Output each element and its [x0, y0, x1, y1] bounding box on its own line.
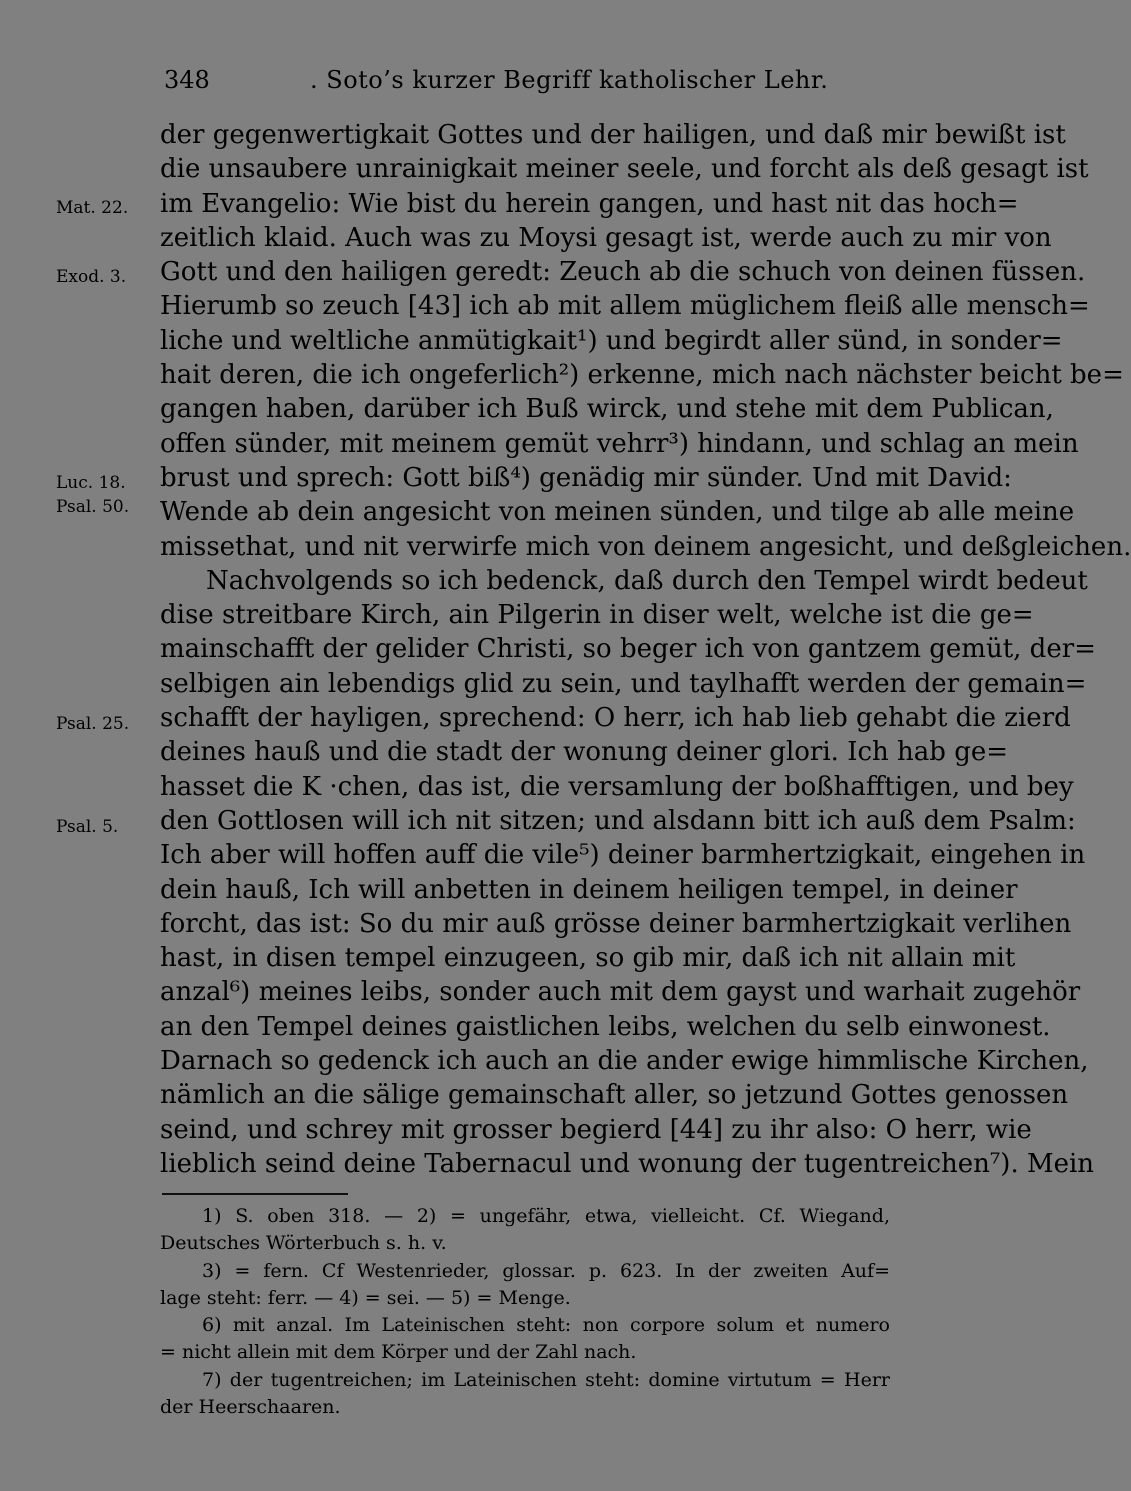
- page-number: 348: [164, 66, 210, 94]
- text-line: der gegenwertigkait Gottes und der hailigen, und daß mir bewißt ist: [160, 120, 1066, 150]
- margin-note: Psal. 25.: [56, 714, 130, 734]
- text-line: an den Tempel deines gaistlichen leibs, welchen du selb einwonest.: [160, 1011, 1051, 1042]
- main-text: [160, 118, 1131, 1181]
- text-line: anzal⁶) meines leibs, sonder auch mit dem gayst und warhait zugehör: [160, 977, 1081, 1008]
- text-line: seind, und schrey mit grosser begierd [44] zu ihr also: O herr, wie: [160, 1114, 1032, 1145]
- text-line: Gott und den hailigen geredt: Zeuch ab die schuch von deinen füssen.: [160, 257, 1086, 288]
- text-line: Wende ab dein angesicht von meinen sünden, und tilge ab alle meine: [160, 497, 1075, 528]
- footnote-line: lage steht: ferr. — 4) = sei. — 5) = Menge.: [160, 1286, 571, 1309]
- text-line: mainschafft der gelider Christi, so beger ich von gantzem gemüt, der=: [160, 634, 1096, 665]
- margin-note: Luc. 18.: [56, 473, 126, 493]
- text-line: offen sünder, mit meinem gemüt vehrr³) hindann, und schlag an mein: [160, 428, 1079, 459]
- text-line: liche und weltliche anmütigkait¹) und begirdt aller sünd, in sonder=: [160, 325, 1063, 356]
- footnote-divider: [162, 1193, 348, 1195]
- text-line: missethat, und nit verwirfe mich von deinem angesicht, und deßgleichen.: [160, 531, 1131, 562]
- text-line: deines hauß und die stadt der wonung deiner glori. Ich hab ge=: [160, 737, 1009, 768]
- text-line: hasset die K ·chen, das ist, die versamlung der boßhafftigen, und bey: [160, 771, 1074, 802]
- footnote-line: = nicht allein mit dem Körper und der Zahl nach.: [160, 1341, 637, 1364]
- text-line: schafft der hayligen, sprechend: O herr, ich hab lieb gehabt die zierd: [160, 703, 1071, 734]
- footnote-line: 7) der tugentreichen; im Lateinischen steht: domine virtutum = Herr: [202, 1368, 890, 1391]
- text-line: brust und sprech: Gott biß⁴) genädig mir sünder. Und mit David:: [160, 462, 1012, 493]
- text-line: dise streitbare Kirch, ain Pilgerin in diser welt, welche ist die ge=: [160, 600, 1034, 631]
- text-line: im Evangelio: Wie bist du herein gangen, und hast nit das hoch=: [160, 188, 1019, 219]
- footnote-line: 1) S. oben 318. — 2) = ungefähr, etwa, vielleicht. Cf. Wiegand,: [202, 1205, 890, 1227]
- page-header: [160, 66, 890, 102]
- text-line: Ich aber will hoffen auff die vile⁵) deiner barmhertzigkait, eingehen in: [160, 840, 1086, 871]
- text-line: den Gottlosen will ich nit sitzen; und alsdann bitt ich auß dem Psalm:: [160, 805, 1076, 836]
- margin-note: Mat. 22.: [56, 198, 129, 218]
- text-line: hast, in disen tempel einzugeen, so gib mir, daß ich nit allain mit: [160, 943, 1016, 974]
- footnote-line: 6) mit anzal. Im Lateinischen steht: non corpore solum et numero: [202, 1314, 890, 1337]
- text-line: Darnach so gedenck ich auch an die ander ewige himmlische Kirchen,: [160, 1046, 1089, 1077]
- text-line: nämlich an die sälige gemainschaft aller, so jetzund Gottes genossen: [160, 1080, 1069, 1111]
- text-line: forcht, das ist: So du mir auß grösse deiner barmhertzigkait verlihen: [160, 908, 1072, 939]
- text-line: selbigen ain lebendigs glid zu sein, und taylhafft werden der gemain=: [160, 668, 1087, 699]
- text-line: Nachvolgends so ich bedenck, daß durch den Tempel wirdt bedeut: [206, 565, 1088, 596]
- footnotes: [160, 1203, 890, 1421]
- margin-note: Psal. 50.: [56, 497, 130, 517]
- margin-note: Psal. 5.: [56, 817, 119, 837]
- text-line: lieblich seind deine Tabernacul und wonung der tugentreichen⁷). Mein: [160, 1148, 1095, 1179]
- text-line: gangen haben, darüber ich Buß wirck, und stehe mit dem Publican,: [160, 394, 1054, 425]
- footnote-line: Deutsches Wörterbuch s. h. v.: [160, 1232, 447, 1255]
- text-line: Hierumb so zeuch [43] ich ab mit allem müglichem fleiß alle mensch=: [160, 291, 1090, 322]
- text-line: hait deren, die ich ongeferlich²) erkenne, mich nach nächster beicht be=: [160, 360, 1124, 391]
- text-line: zeitlich klaid. Auch was zu Moysi gesagt ist, werde auch zu mir von: [160, 222, 1052, 253]
- footnote-line: der Heerschaaren.: [160, 1396, 341, 1419]
- margin-note: Exod. 3.: [56, 267, 127, 287]
- text-line: dein hauß, Ich will anbetten in deinem heiligen tempel, in deiner: [160, 874, 1018, 905]
- text-line: die unsaubere unrainigkait meiner seele, und forcht als deß gesagt ist: [160, 154, 1089, 185]
- running-title: . Soto’s kurzer Begriff katholischer Lehr.: [310, 66, 829, 94]
- footnote-line: 3) = fern. Cf Westenrieder, glossar. p. 623. In der zweiten Auf=: [202, 1259, 890, 1282]
